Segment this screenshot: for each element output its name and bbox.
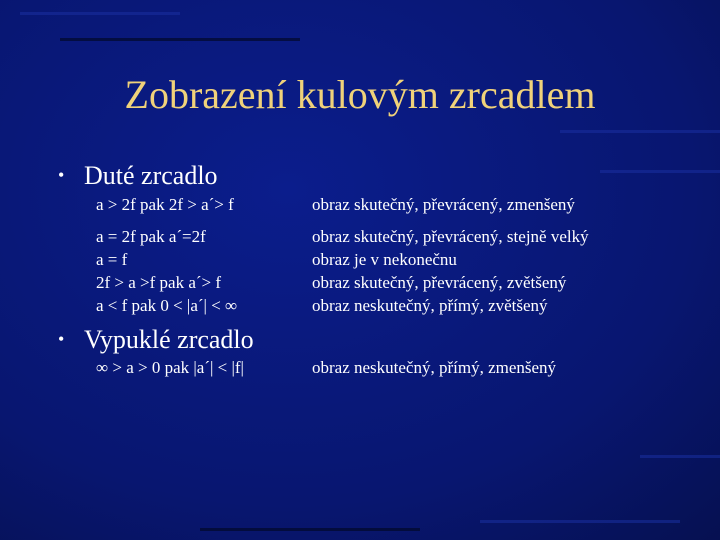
bullet-icon: • [58,165,65,185]
condition-text: a = f [96,250,128,269]
result-text: obraz neskutečný, přímý, zvětšený [312,296,548,315]
background-streak [600,170,720,173]
background-streak [560,130,720,133]
condition-text: a = 2f pak a´=2f [96,227,206,246]
section-heading-convex [58,323,254,356]
background-streak [200,528,420,531]
background-streak [20,12,180,15]
background-streak [480,520,680,523]
section-heading-text: Duté zrcadlo [84,161,218,190]
condition-text: a > 2f pak 2f > a´> f [96,195,234,214]
condition-text: a < f pak 0 < |a´| < ∞ [96,296,238,315]
background-streak [60,38,300,41]
bullet-icon: • [58,329,65,349]
result-text: obraz skutečný, převrácený, zvětšený [312,273,567,292]
condition-text: ∞ > a > 0 pak |a´| < |f| [96,358,244,377]
result-text: obraz skutečný, převrácený, zmenšený [312,195,575,214]
section-heading-text: Vypuklé zrcadlo [84,325,254,354]
condition-text: 2f > a >f pak a´> f [96,273,222,292]
result-text: obraz neskutečný, přímý, zmenšený [312,358,557,377]
background-streak [640,455,720,458]
result-text: obraz je v nekonečnu [312,250,457,269]
section-heading-concave [58,159,218,192]
result-text: obraz skutečný, převrácený, stejně velký [312,227,589,246]
slide-title: Zobrazení kulovým zrcadlem [124,72,596,117]
